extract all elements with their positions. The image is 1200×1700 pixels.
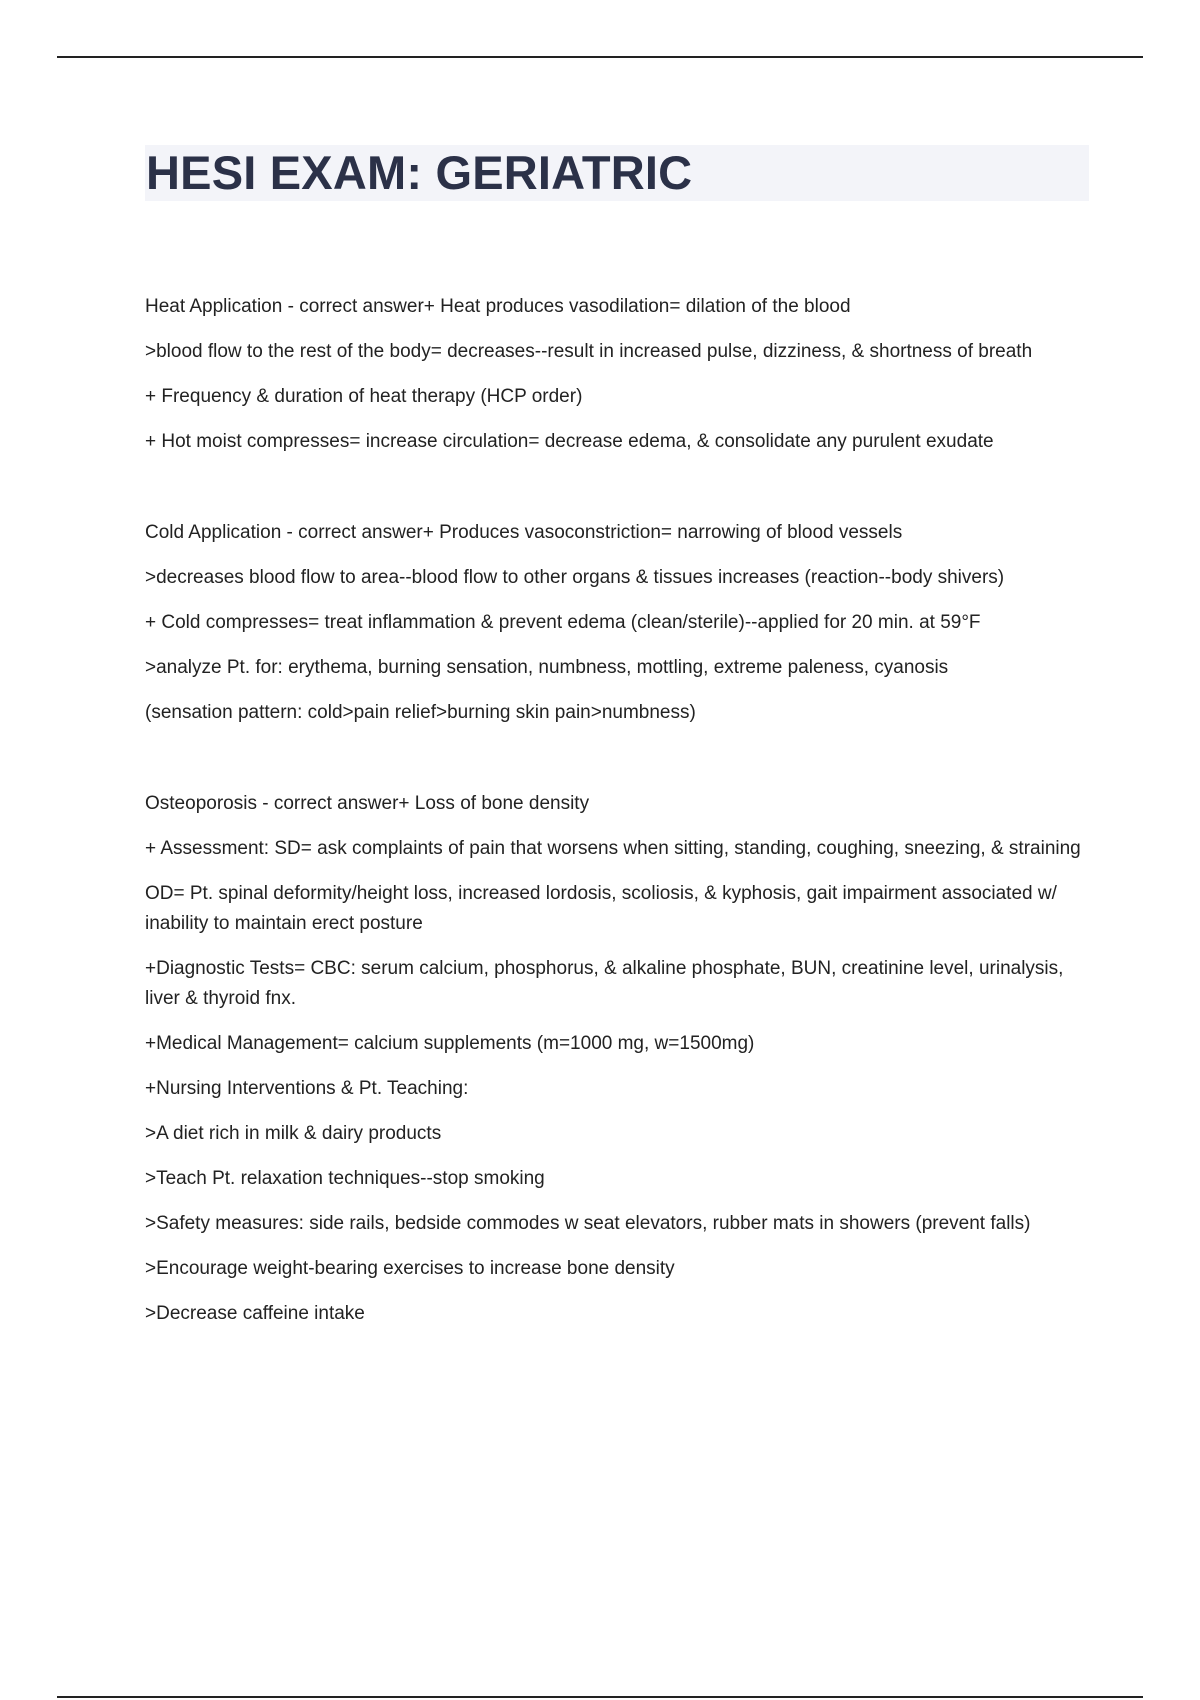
footer-rule <box>57 1696 1143 1698</box>
cold-line: + Cold compresses= treat inflammation & prevent edema (clean/sterile)--applied for 20 min. at 59°F <box>145 612 981 633</box>
osteoporosis-line: +Nursing Interventions & Pt. Teaching: <box>145 1078 469 1099</box>
heat-line: + Hot moist compresses= increase circulation= decrease edema, & consolidate any purulent exudate <box>145 431 994 452</box>
section-osteoporosis <box>145 789 1090 1329</box>
document-body <box>145 292 1090 1390</box>
osteoporosis-line: >Encourage weight-bearing exercises to increase bone density <box>145 1258 675 1279</box>
cold-line: >decreases blood flow to area--blood flow to other organs & tissues increases (reaction--body shivers) <box>145 567 1005 588</box>
header-rule <box>57 56 1143 58</box>
osteoporosis-line: + Assessment: SD= ask complaints of pain that worsens when sitting, standing, coughing, sneezing, & straining <box>145 838 1081 859</box>
osteoporosis-line: +Medical Management= calcium supplements (m=1000 mg, w=1500mg) <box>145 1033 755 1054</box>
section-heat-application <box>145 292 1090 457</box>
heat-line: + Frequency & duration of heat therapy (HCP order) <box>145 386 583 407</box>
heat-line: >blood flow to the rest of the body= decreases--result in increased pulse, dizziness, & shortness of breath <box>145 341 1033 362</box>
cold-line: >analyze Pt. for: erythema, burning sensation, numbness, mottling, extreme paleness, cyanosis <box>145 657 949 678</box>
osteoporosis-line: >Decrease caffeine intake <box>145 1303 365 1324</box>
osteoporosis-line: >Teach Pt. relaxation techniques--stop smoking <box>145 1168 545 1189</box>
document-title: HESI EXAM: GERIATRIC <box>146 146 693 199</box>
osteoporosis-heading-line: Osteoporosis - correct answer+ Loss of bone density <box>145 793 590 814</box>
cold-line: (sensation pattern: cold>pain relief>burning skin pain>numbness) <box>145 702 696 723</box>
cold-heading-line: Cold Application - correct answer+ Produces vasoconstriction= narrowing of blood vessels <box>145 522 903 543</box>
heat-heading-line: Heat Application - correct answer+ Heat produces vasodilation= dilation of the blood <box>145 296 851 317</box>
section-cold-application <box>145 518 1090 728</box>
osteoporosis-line: OD= Pt. spinal deformity/height loss, increased lordosis, scoliosis, & kyphosis, gait impairment associated w/ inability to maintain erect posture <box>145 883 1057 934</box>
osteoporosis-line: >A diet rich in milk & dairy products <box>145 1123 442 1144</box>
osteoporosis-line: >Safety measures: side rails, bedside commodes w seat elevators, rubber mats in showers (prevent falls) <box>145 1213 1031 1234</box>
osteoporosis-line: +Diagnostic Tests= CBC: serum calcium, phosphorus, & alkaline phosphate, BUN, creatinine level, urinalysis, liver & thyroid fnx. <box>145 958 1064 1009</box>
